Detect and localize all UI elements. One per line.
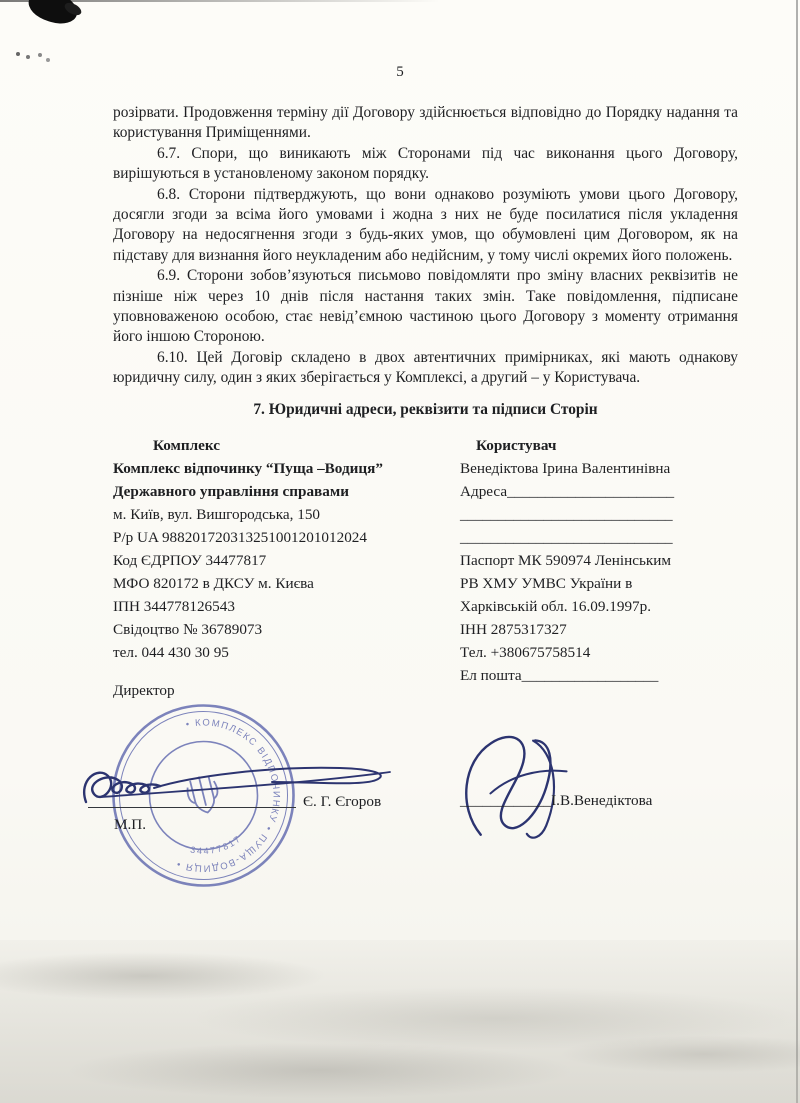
complex-mfo: МФО 820172 в ДКСУ м. Києва [113, 574, 314, 592]
director-signer-name: Є. Г. Єгоров [303, 793, 382, 810]
complex-phone: тел. 044 430 30 95 [113, 643, 229, 661]
user-address-label: Адреса______________________ [460, 482, 675, 500]
complex-name-line2: Державного управління справами [113, 482, 349, 500]
seal-place-label: М.П. [114, 816, 147, 833]
complex-address: м. Київ, вул. Вишгородська, 150 [113, 505, 321, 523]
complex-account: Р/р UA 988201720313251001201012024 [113, 528, 367, 546]
user-signature-line: ____________ [460, 792, 552, 809]
user-signature [432, 721, 613, 853]
complex-edrpou: Код ЄДРПОУ 34477817 [113, 551, 267, 569]
scan-artifact-dots [16, 52, 20, 56]
complex-title: Комплекс [153, 436, 221, 454]
user-passport-line2: РВ ХМУ УМВС України в [460, 574, 633, 592]
stamp-ring-text: • КОМПЛЕКС ВІДПОЧИНКУ • ПУЩА-ВОДИЦЯ • [174, 717, 282, 874]
user-passport-line3: Харківській обл. 16.09.1997р. [460, 597, 652, 615]
user-address-line3: ____________________________ [460, 528, 673, 546]
scan-edge-top [0, 0, 800, 2]
complex-ipn: ІПН 344778126543 [113, 597, 235, 615]
contract-body [113, 103, 738, 702]
user-inn: ІНН 2875317327 [460, 620, 567, 638]
user-name: Венедіктова Ірина Валентинівна [460, 459, 671, 477]
user-passport-line1: Паспорт МК 590974 Ленінським [460, 551, 671, 569]
page-number: 5 [396, 64, 404, 80]
stamp-digits-text: 34477817 [189, 833, 244, 857]
user-signature-row [460, 792, 652, 810]
scan-edge-right [796, 0, 798, 1103]
complex-column [113, 434, 460, 702]
paragraph-6-8: 6.8. Сторони підтверджують, що вони однаково розуміють умови цього Договору, досягли згоди за всіма його умовами і жодна з них не буде посилатися після укладення Договору на недосягнення згоди з будь-яких умов, що обумовлені цим Договором, як на підставу для визнання його неукладеним або недійсним, у тому числі окремих його положень. [113, 185, 738, 264]
scan-noise-band [0, 940, 800, 1103]
paragraph-6-9: 6.9. Сторони зобов’язуються письмово повідомляти про зміну власних реквізитів не пізніше ніж через 10 днів після настання таких змін. Таке повідомлення, підписане уповноваженою особою, стає невід’ємною частиною цього Договору з моменту отримання його іншою Стороною. [113, 267, 738, 346]
paragraph-6-10: 6.10. Цей Договір складено в двох автентичних примірниках, які мають однакову юридичну силу, один з яких зберігається у Комплексі, а другий – у Користувача. [113, 348, 738, 387]
complex-certificate: Свідоцтво № 36789073 [113, 620, 263, 638]
complex-name-line1: Комплекс відпочинку “Пуща –Водиця” [113, 459, 383, 477]
user-phone: Тел. +380675758514 [460, 643, 591, 661]
director-signature-line [88, 789, 296, 808]
user-column [460, 434, 738, 702]
signatures-section [113, 434, 738, 702]
user-address-line2: ____________________________ [460, 505, 673, 523]
paragraph-continuation: розірвати. Продовження терміну дії Договору здійснюється відповідно до Порядку надання та користування Приміщеннями. [113, 104, 738, 142]
section-heading: 7. Юридичні адреси, реквізити та підписи Сторін [253, 400, 598, 418]
user-email-label: Ел пошта__________________ [460, 666, 659, 684]
director-label: Директор [113, 681, 175, 699]
paragraph-6-7: 6.7. Спори, що виникають між Сторонами під час виконання цього Договору, вирішуються в установленому законом порядку. [113, 144, 738, 183]
user-title: Користувач [476, 436, 557, 454]
user-signer-name: І.В.Венедіктова [551, 792, 653, 809]
